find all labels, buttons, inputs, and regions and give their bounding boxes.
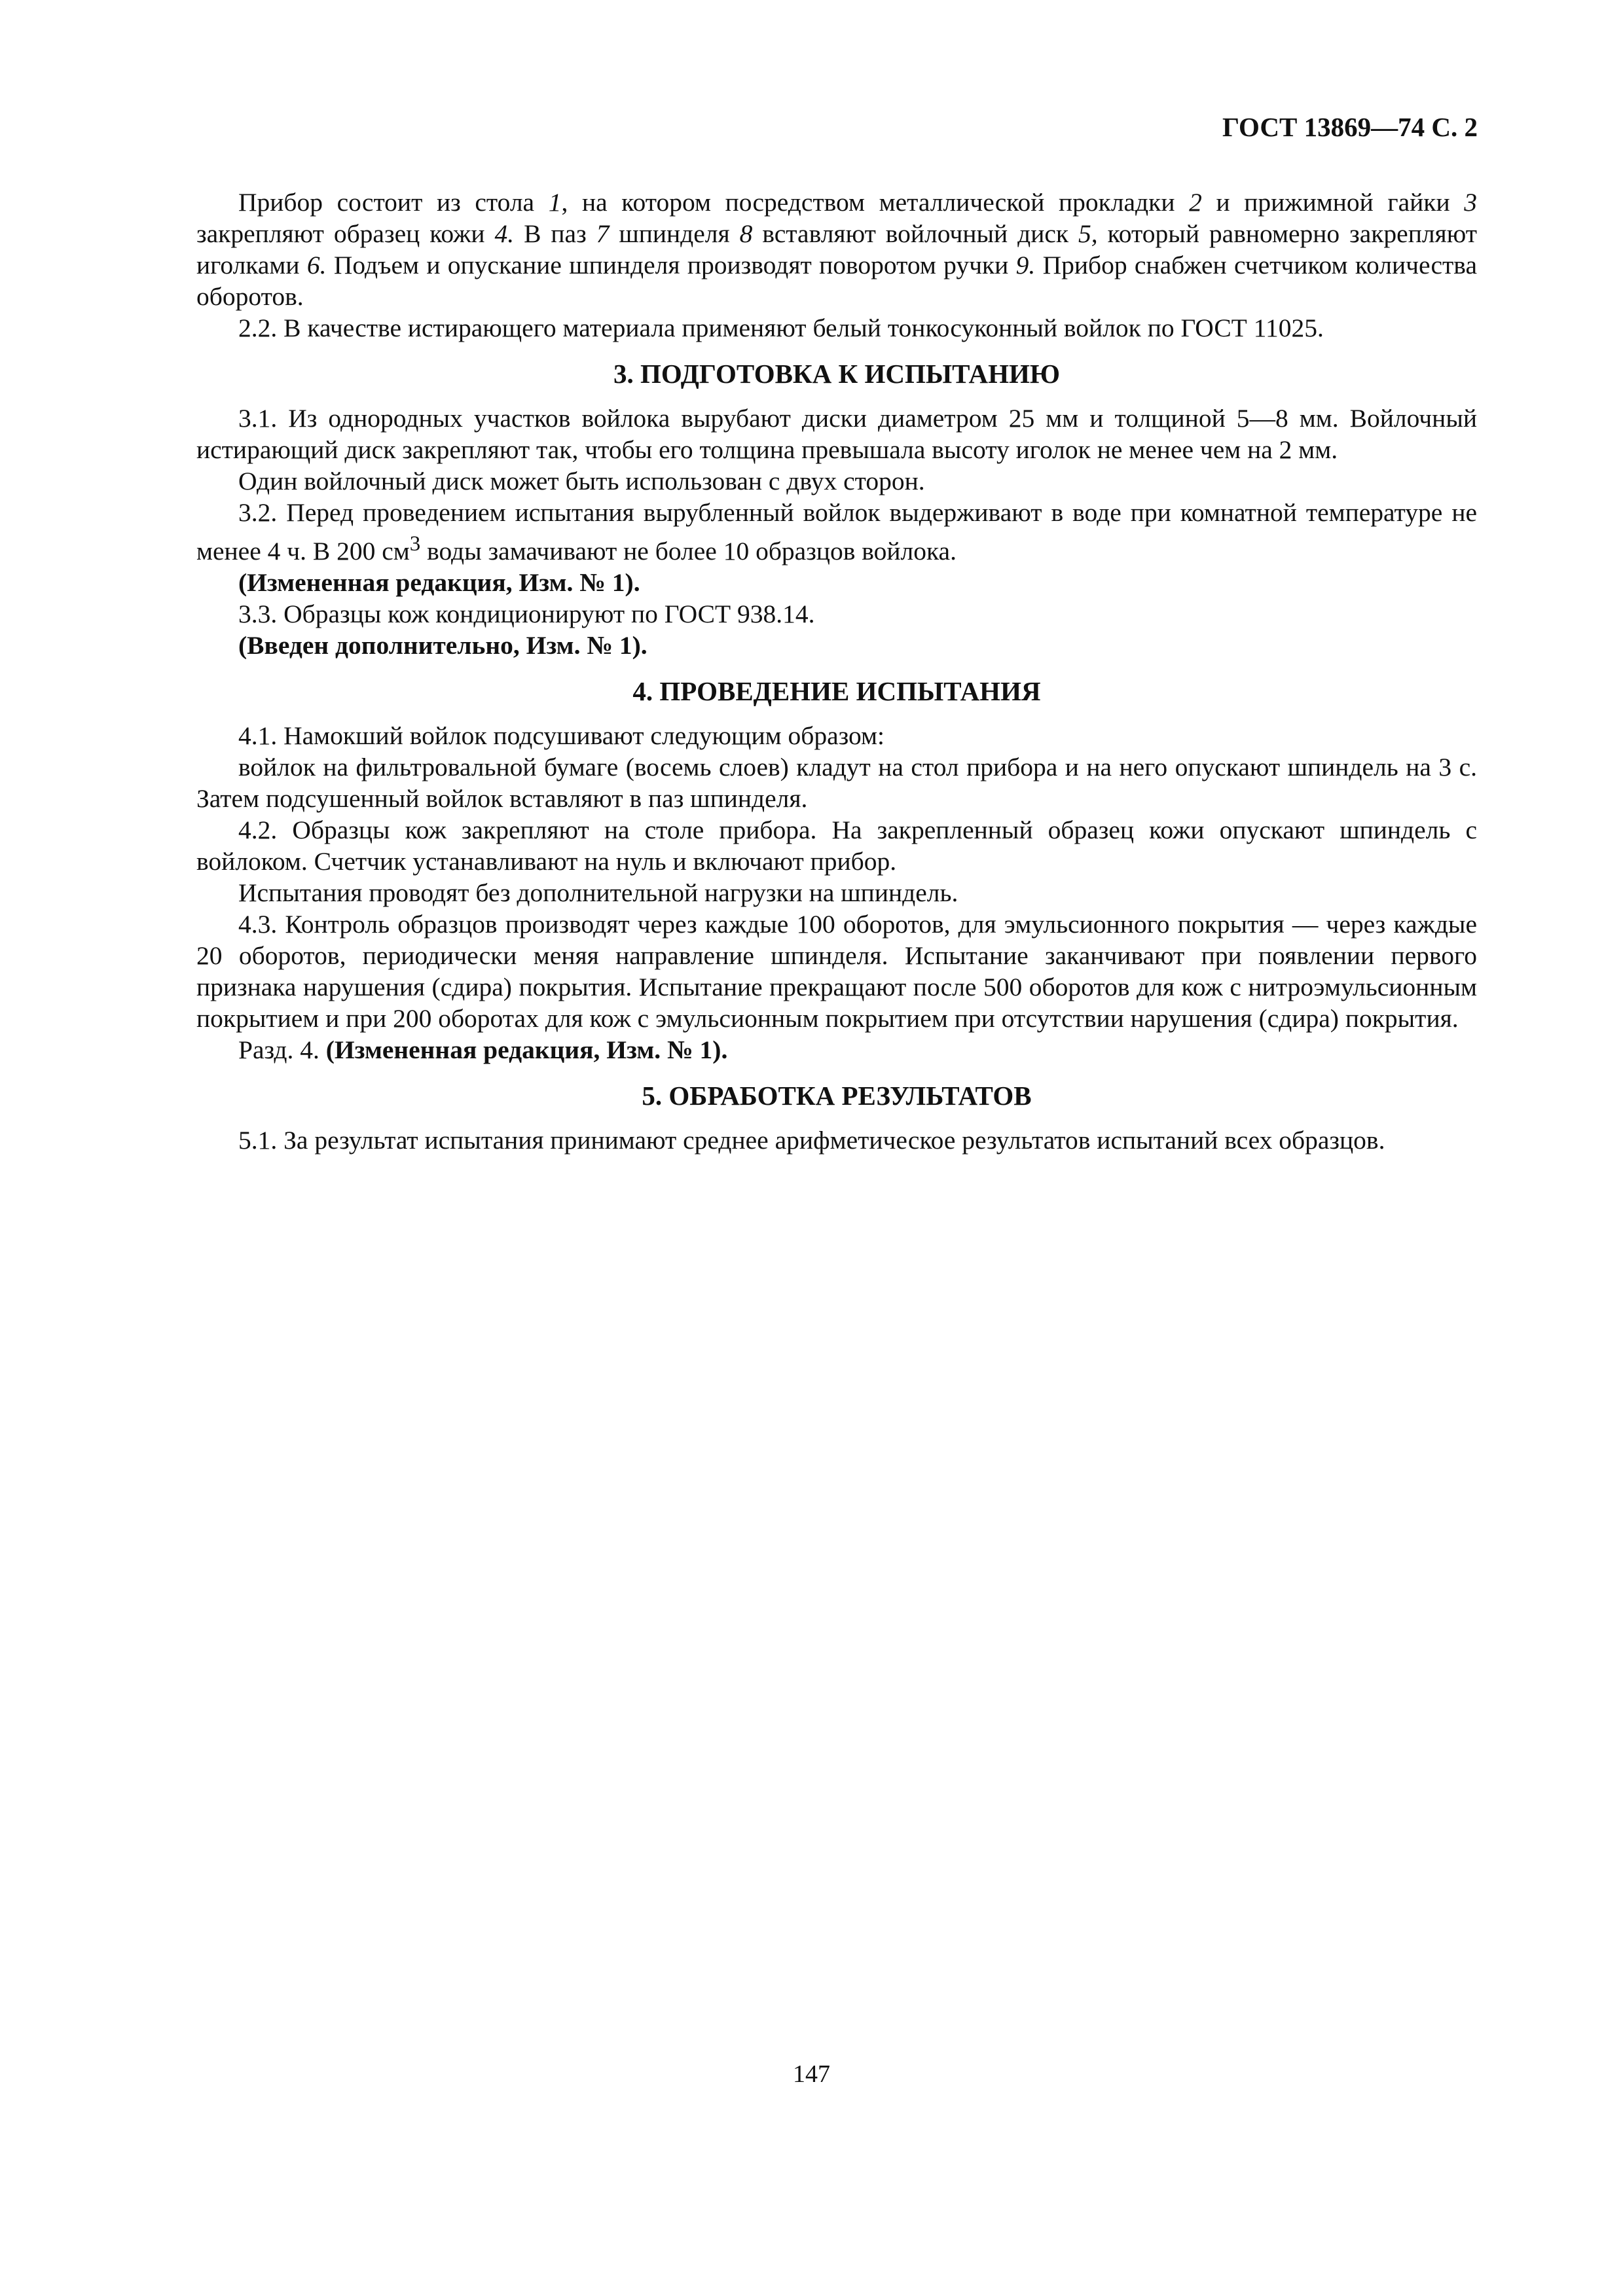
paragraph-device-description: Прибор состоит из стола 1, на котором посредством металлической прокладки 2 и прижимной гайки 3 закрепляют образец кожи 4. В паз 7 шпинделя 8 вставляют войлочный диск 5, который равномерно закрепляют иголками 6. Подъем и опускание шпинделя производят поворотом ручки 9. Прибор снабжен счетчиком количества оборотов.	[196, 188, 1477, 311]
ref-number: 1	[548, 188, 562, 217]
ref-number: 9.	[1015, 251, 1036, 279]
paragraph-4-2-note: Испытания проводят без дополнительной нагрузки на шпиндель.	[238, 878, 958, 908]
paragraph-5-1: 5.1. За результат испытания принимают среднее арифметическое результатов испытаний всех образцов.	[238, 1126, 1385, 1155]
section-title-5: 5. ОБРАБОТКА РЕЗУЛЬТАТОВ	[642, 1081, 1032, 1111]
ref-number: 4.	[494, 219, 515, 248]
running-header: ГОСТ 13869—74 С. 2	[1222, 112, 1478, 142]
paragraph-3-3: 3.3. Образцы кож кондиционируют по ГОСТ 938.14.	[238, 600, 815, 629]
paragraph-4-1: 4.1. Намокший войлок подсушивают следующим образом:	[238, 721, 884, 751]
ref-number: 2	[1189, 188, 1202, 217]
amendment-note-section-4: Разд. 4. (Измененная редакция, Изм. № 1).	[238, 1035, 728, 1065]
ref-number: 6.	[306, 251, 327, 279]
paragraph-4-1-detail: войлок на фильтровальной бумаге (восемь слоев) кладут на стол прибора и на него опускают шпиндель на 3 с. Затем подсушенный войлок вставляют в паз шпинделя.	[196, 753, 1477, 814]
paragraph-4-2: 4.2. Образцы кож закрепляют на столе прибора. На закрепленный образец кожи опускают шпиндель с войлоком. Счетчик устанавливают на нуль и включают прибор.	[196, 816, 1477, 876]
ref-number: 8	[739, 219, 753, 248]
amendment-note: (Измененная редакция, Изм. № 1).	[238, 568, 640, 598]
section-title-4: 4. ПРОВЕДЕНИЕ ИСПЫТАНИЯ	[632, 676, 1041, 707]
paragraph-2-2: 2.2. В качестве истирающего материала применяют белый тонкосуконный войлок по ГОСТ 11025.	[238, 314, 1324, 342]
paragraph-3-1: 3.1. Из однородных участков войлока вырубают диски диаметром 25 мм и толщиной 5—8 мм. Войлочный истирающий диск закрепляют так, чтобы его толщина превышала высоту иголок не менее чем на 2 мм.	[196, 404, 1477, 464]
ref-number: 5,	[1078, 219, 1098, 248]
ref-number: 7	[596, 219, 610, 248]
amendment-note: (Введен дополнительно, Изм. № 1).	[238, 631, 647, 660]
paragraph-3-1-note: Один войлочный диск может быть использован с двух сторон.	[238, 467, 925, 495]
paragraph-4-3: 4.3. Контроль образцов производят через каждые 100 оборотов, для эмульсионного покрытия — через каждые 20 оборотов, периодически меняя направление шпинделя. Испытание заканчивают при появлении первого признака нарушения (сдира) покрытия. Испытание прекращают после 500 оборотов для кож с нитроэмульсионным покрытием и при 200 оборотах для кож с эмульсионным покрытием при отсутствии нарушения (сдира) покрытия.	[196, 910, 1477, 1033]
paragraph-3-2: 3.2. Перед проведением испытания вырубленный войлок выдерживают в воде при комнатной температуре не менее 4 ч. В 200 $см^3$ воды замачивают не более 10 образцов войлока.	[196, 498, 1477, 566]
document-body	[196, 187, 1477, 1156]
ref-number: 3	[1464, 188, 1477, 217]
page-number: 147	[793, 2060, 830, 2088]
section-title-3: 3. ПОДГОТОВКА К ИСПЫТАНИЮ	[613, 359, 1061, 389]
superscript: 3	[409, 532, 421, 556]
